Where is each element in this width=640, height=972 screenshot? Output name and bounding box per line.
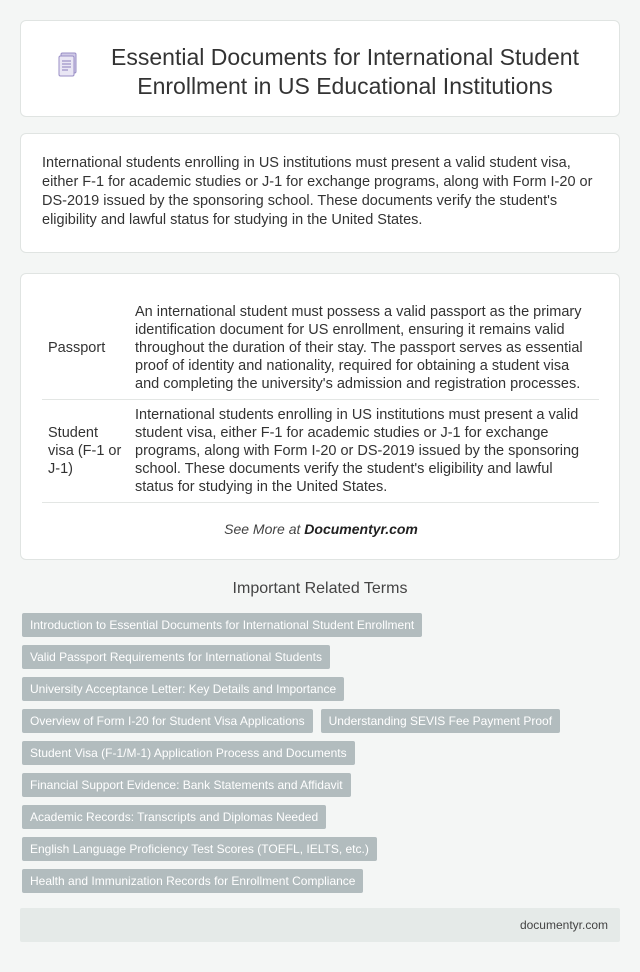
document-label: Student visa (F-1 or J-1) — [42, 400, 129, 503]
see-more-link[interactable] — [21, 521, 621, 537]
related-term-tag[interactable]: Overview of Form I-20 for Student Visa Applications — [22, 709, 313, 733]
intro-card — [20, 133, 620, 253]
document-icon — [51, 45, 85, 85]
see-more-prefix: See More at — [224, 521, 305, 537]
table-row — [42, 400, 599, 503]
document-label: Passport — [42, 297, 129, 400]
related-term-tag[interactable]: Introduction to Essential Documents for International Student Enrollment — [22, 613, 422, 637]
related-term-tag[interactable]: Understanding SEVIS Fee Payment Proof — [321, 709, 560, 733]
footer-site-link[interactable]: documentyr.com — [519, 918, 608, 932]
see-more-site[interactable]: Documentyr.com — [304, 521, 418, 537]
related-term-tag[interactable]: Health and Immunization Records for Enrollment Compliance — [22, 869, 363, 893]
documents-table — [42, 297, 599, 503]
footer — [20, 908, 620, 942]
documents-card — [20, 273, 620, 560]
related-term-tag[interactable]: Student Visa (F-1/M-1) Application Process and Documents — [22, 741, 355, 765]
related-term-tag[interactable]: English Language Proficiency Test Scores (TOEFL, IELTS, etc.) — [22, 837, 377, 861]
page-title: Essential Documents for International Student Enrollment in US Educational Institutions — [111, 44, 579, 99]
document-description: International students enrolling in US institutions must present a valid student visa, either F-1 for academic studies or J-1 for exchange programs, along with Form I-20 or DS-2019 issued by the sponsoring school. These documents verify the student's eligibility and lawful status for studying in the United States. — [129, 400, 599, 503]
related-terms-list — [22, 613, 622, 893]
related-term-tag[interactable]: Academic Records: Transcripts and Diplomas Needed — [22, 805, 326, 829]
related-term-tag[interactable]: Financial Support Evidence: Bank Statements and Affidavit — [22, 773, 351, 797]
related-term-tag[interactable]: Valid Passport Requirements for International Students — [22, 645, 330, 669]
table-row — [42, 297, 599, 400]
intro-paragraph: International students enrolling in US institutions must present a valid student visa, either F-1 for academic studies or J-1 for exchange programs, along with Form I-20 or DS-2019 issued by the sponsoring school. These documents verify the student's eligibility and lawful status for studying in the United States. — [42, 155, 593, 228]
related-term-tag[interactable]: University Acceptance Letter: Key Details and Importance — [22, 677, 344, 701]
title-card — [20, 20, 620, 117]
document-description: An international student must possess a valid passport as the primary identification document for US enrollment, ensuring it remains valid throughout the duration of their stay. The passport serves as essential proof of identity and nationality, required for obtaining a student visa and completing the university's admission and registration processes. — [129, 297, 599, 400]
related-terms-heading: Important Related Terms — [232, 580, 408, 597]
